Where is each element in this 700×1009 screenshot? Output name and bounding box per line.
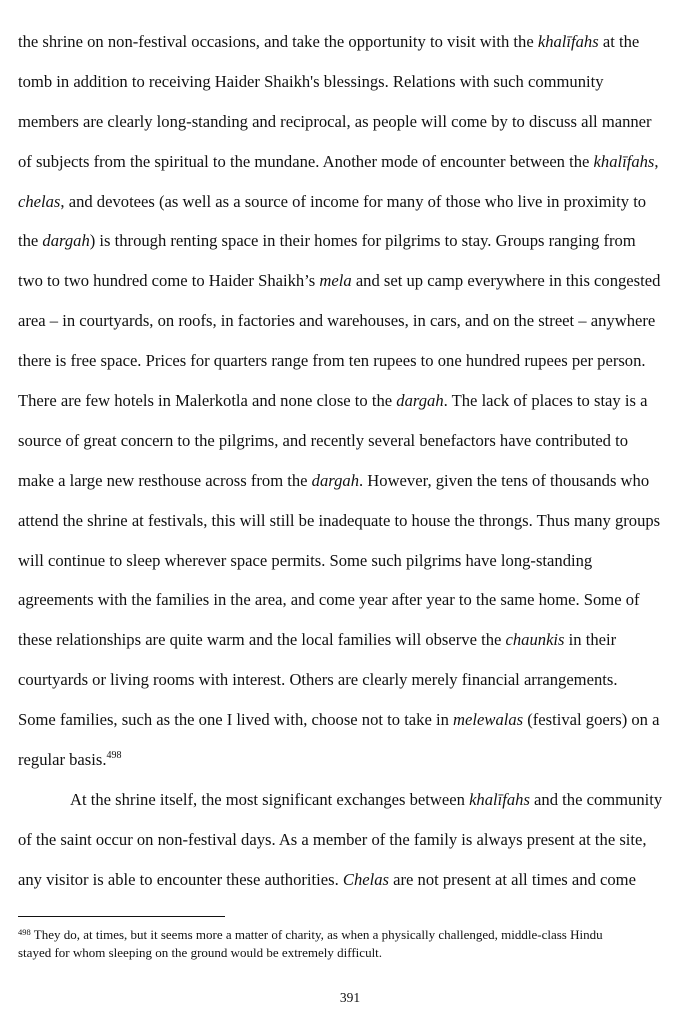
footnote: [18, 926, 690, 961]
text-line: [18, 421, 690, 461]
text-run: there is free space. Prices for quarters range from ten rupees to one hundred rupees per person.: [18, 351, 646, 371]
text-run: There are few hotels in Malerkotla and none close to the: [18, 391, 397, 411]
text-run: tomb in addition to receiving Haider Shaikh's blessings. Relations with such community: [18, 71, 604, 91]
text-run: at the: [598, 32, 640, 51]
italic-term: chelas: [18, 191, 61, 211]
text-line: [18, 580, 690, 620]
text-run: will continue to sleep wherever space permits. Some such pilgrims have long-standing: [18, 550, 593, 570]
text-line: [18, 740, 690, 780]
text-line: [18, 660, 690, 700]
page-number: 391: [339, 990, 361, 1005]
text-run: of the saint occur on non-festival days. As a member of the family is always present at the site,: [18, 829, 647, 849]
footnote-marker: 498: [18, 927, 31, 937]
text-run: these relationships are quite warm and the local families will observe the: [18, 630, 506, 650]
text-run: any visitor is able to encounter these authorities.: [18, 869, 343, 889]
italic-term: khalīfahs: [593, 151, 655, 171]
text-run: agreements with the families in the area, and come year after year to the same home. Some of: [18, 590, 640, 610]
text-run: the: [18, 231, 43, 251]
text-line: [18, 301, 690, 341]
text-run: members are clearly long-standing and reciprocal, as people will come by to discuss all manner: [18, 111, 652, 131]
text-run: ) is through renting space in their homes for pilgrims to stay. Groups ranging from: [89, 231, 636, 251]
text-run: source of great concern to the pilgrims, and recently several benefactors have contributed to: [18, 430, 629, 450]
text-run: area – in courtyards, on roofs, in factories and warehouses, in cars, and on the street – anywhere: [18, 311, 656, 331]
footnote-separator: [18, 916, 225, 917]
text-line: [18, 700, 690, 740]
text-run: . However, given the tens of thousands who: [359, 470, 650, 490]
footnote-line: $^{498}$ They do, at times, but it seems more a matter of charity, as when a physically challenged, middle-class Hindu: [18, 927, 603, 942]
text-run: two to two hundred come to Haider Shaikh’s: [18, 271, 320, 291]
text-line: [18, 381, 690, 421]
footnote-line: stayed for whom sleeping on the ground would be extremely difficult.: [18, 944, 383, 960]
text-run: of subjects from the spiritual to the mundane. Another mode of encounter between the: [18, 151, 594, 171]
text-run: . The lack of places to stay is a: [443, 391, 648, 411]
text-line: [18, 261, 690, 301]
italic-term: mela: [319, 271, 352, 291]
body-paragraphs: [18, 22, 690, 900]
text-run: and the community: [529, 789, 663, 809]
text-run: , and devotees (as well as a source of income for many of those who live in proximity to: [60, 191, 647, 211]
text-line: [18, 620, 690, 660]
text-line: [18, 860, 690, 900]
text-run: ,: [654, 151, 659, 171]
italic-term: melewalas: [453, 710, 524, 730]
text-run: in their: [564, 630, 617, 650]
text-line: [18, 62, 690, 102]
italic-term: khalīfahs: [537, 32, 599, 51]
italic-term: Chelas: [342, 869, 389, 889]
text-line: [18, 221, 690, 261]
text-run: At the shrine itself, the most significant exchanges between: [70, 789, 470, 809]
italic-term: khalīfahs: [469, 789, 530, 809]
text-run: attend the shrine at festivals, this will still be inadequate to house the throngs. Thus many groups: [18, 510, 661, 530]
text-run: (festival goers) on a: [523, 710, 660, 730]
text-line: [18, 780, 690, 820]
footnote-reference: 498: [106, 750, 122, 762]
text-run: the shrine on non-festival occasions, and take the opportunity to visit with the: [18, 32, 538, 51]
text-run: Some families, such as the one I lived with, choose not to take in: [18, 710, 454, 730]
italic-term: dargah: [42, 231, 90, 251]
text-run: regular basis.: [18, 750, 107, 770]
text-line: [18, 820, 690, 860]
text-run: make a large new resthouse across from the: [18, 470, 312, 490]
italic-term: chaunkis: [505, 630, 565, 650]
text-line: [18, 541, 690, 581]
text-line: [18, 142, 690, 182]
italic-term: dargah: [396, 391, 444, 411]
text-run: and set up camp everywhere in this congested: [351, 271, 661, 291]
text-line: [18, 102, 690, 142]
text-line: [18, 461, 690, 501]
text-run: are not present at all times and come: [388, 869, 636, 889]
text-line: [18, 22, 690, 62]
italic-term: dargah: [311, 470, 359, 490]
text-run: courtyards or living rooms with interest. Others are clearly merely financial arrangements.: [18, 670, 618, 690]
text-line: [18, 501, 690, 541]
text-line: [18, 182, 690, 222]
text-line: [18, 341, 690, 381]
